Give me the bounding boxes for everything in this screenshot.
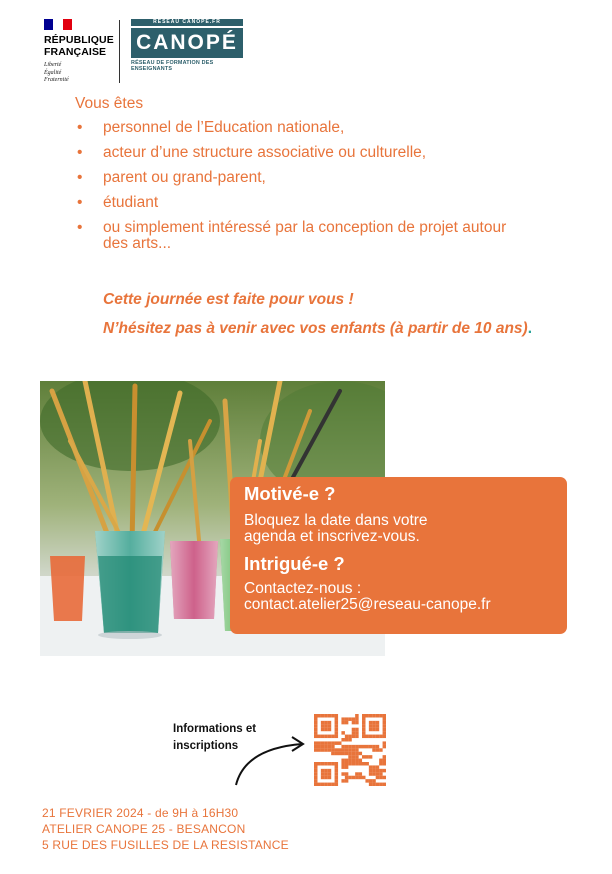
french-flag-icon	[44, 19, 72, 30]
tagline-2: N’hésitez pas à venir avec vos enfants (à partir de 10 ans).	[103, 320, 533, 337]
canope-logo: CANOPÉ	[136, 31, 238, 54]
list-item: • ou simplement intéressé par la conception de projet autour des arts...	[77, 219, 507, 252]
callout-heading-intrigue: Intrigué-e ?	[244, 553, 345, 574]
contact-email-link[interactable]: contact.atelier25@reseau-canope.fr	[244, 596, 491, 613]
list-item: • acteur d’une structure associative ou culturelle,	[77, 144, 427, 161]
tagline-1: Cette journée est faite pour vous !	[103, 291, 354, 308]
republique-motto: Liberté Égalité Fraternité	[44, 62, 69, 83]
list-item: • personnel de l’Education nationale,	[77, 119, 345, 136]
curved-arrow-icon	[228, 733, 308, 788]
canope-top-banner: RESEAU CANOPE.FR	[131, 19, 243, 26]
header-divider	[119, 20, 120, 83]
qr-code[interactable]	[314, 714, 386, 786]
republique-francaise-logo	[44, 34, 114, 58]
event-date: 21 FEVRIER 2024 - de 9H à 16H30	[42, 806, 239, 820]
event-address: 5 RUE DES FUSILLES DE LA RESISTANCE	[42, 838, 289, 852]
intro-text: Vous êtes	[75, 95, 144, 112]
canope-subtitle: RÉSEAU DE FORMATION DES ENSEIGNANTS	[131, 60, 214, 72]
callout-text-line: agenda et inscrivez-vous.	[244, 528, 420, 545]
callout-text-line: Bloquez la date dans votre	[244, 512, 428, 529]
audience-list	[75, 120, 555, 261]
event-details	[42, 805, 289, 853]
callout-contact-label: Contactez-nous :	[244, 580, 362, 597]
list-item: • parent ou grand-parent,	[77, 169, 266, 186]
info-label: Informations et inscriptions	[173, 723, 257, 752]
republique-line2: FRANÇAISE	[44, 46, 107, 58]
list-item: • étudiant	[77, 194, 159, 211]
event-venue: ATELIER CANOPE 25 - BESANCON	[42, 822, 246, 836]
callout-heading-motive: Motivé-e ?	[244, 483, 336, 504]
republique-line1: RÉPUBLIQUE	[44, 34, 114, 46]
contact-callout	[230, 477, 567, 634]
